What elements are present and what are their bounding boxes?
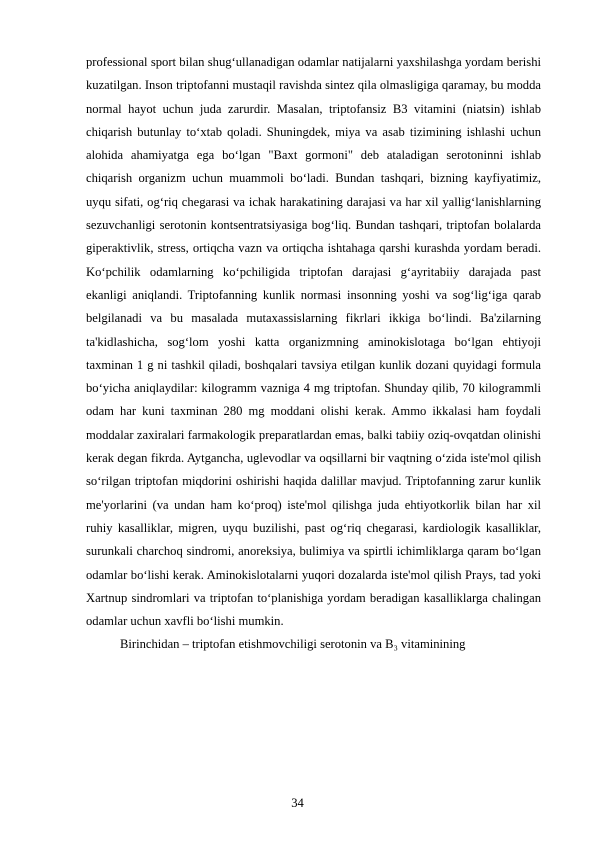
body-paragraph-continued: Birinchidan – triptofan etishmovchiligi serotonin va B₃ vitaminining: [120, 637, 466, 652]
page-number: 34: [291, 796, 304, 810]
body-paragraph: professional sport bilan shug‘ullanadigan odamlar natijalarni yaxshilashga yordam berishi kuzatilgan. Inson triptofanni mustaqil ravishda sintez qila olmasligiga qaramay, bu modda normal hayot uchun juda zarurdir. Masalan, triptofansiz B3 vitamini (niatsin) ishlab chiqarish butunlay to‘xtab qoladi. Shuningdek, miya va asab tizimining ishlashi uchun alohida ahamiyatga ega bo‘lgan "Baxt gormoni" deb ataladigan serotoninni ishlab chiqarish organizm uchun muammoli bo‘ladi. Bundan tashqari, bizning kayfiyatimiz, uyqu sifati, og‘riq chegarasi va ichak harakatining darajasi va har xil yallig‘lanishlarning sezuvchanligi serotonin kontsentratsiyasiga bog‘liq. Bundan tashqari, triptofan bolalarda giperaktivlik, stress, ortiqcha vazn va ortiqcha ishtahaga qarshi kurashda yordam beradi. Ko‘pchilik odamlarning ko‘pchiligida triptofan darajasi g‘ayritabiiy darajada past ekanligi aniqlandi. Triptofanning kunlik normasi insonning yoshi va sog‘lig‘iga qarab belgilanadi va bu masalada mutaxassislarning fikrlari ikkiga bo‘lindi. Ba'zilarning ta'kidlashicha, sog‘lom yoshi katta organizmning aminokislotaga bo‘lgan ehtiyoji taxminan 1 g ni tashkil qiladi, boshqalari tavsiya etilgan kunlik dozani quyidagi formula bo‘yicha aniqlaydilar: kilogramm vazniga 4 mg triptofan. Shunday qilib, 70 kilogrammli odam har kuni taxminan 280 mg moddani olishi kerak. Ammo ikkalasi ham foydali moddalar zaxiralari farmakologik preparatlardan emas, balki tabiiy oziq-ovqatdan olinishi kerak degan fikrda. Aytgancha, uglevodlar va oqsillarni bir vaqtning o‘zida iste'mol qilish so‘rilgan triptofan miqdorini oshirishi haqida dalillar mavjud. Triptofanning zarur kunlik me'yorlarini (va undan ham ko‘proq) iste'mol qilishga juda ehtiyotkorlik bilan har xil ruhiy kasalliklar, migren, uyqu buzilishi, past og‘riq chegarasi, kardiologik kasalliklar, surunkali charchoq sindromi, anoreksiya, bulimiya va spirtli ichimliklarga qaram bo‘lgan odamlar bo‘lishi kerak. Aminokislotalarni yuqori dozalarda iste'mol qilish Prays, tad yoki Xartnup sindromlari va triptofan to‘planishiga yordam beradigan kasalliklarga chalingan odamlar uchun xavfli bo‘lishi mumkin.: [86, 55, 541, 629]
document-page: [86, 51, 541, 657]
